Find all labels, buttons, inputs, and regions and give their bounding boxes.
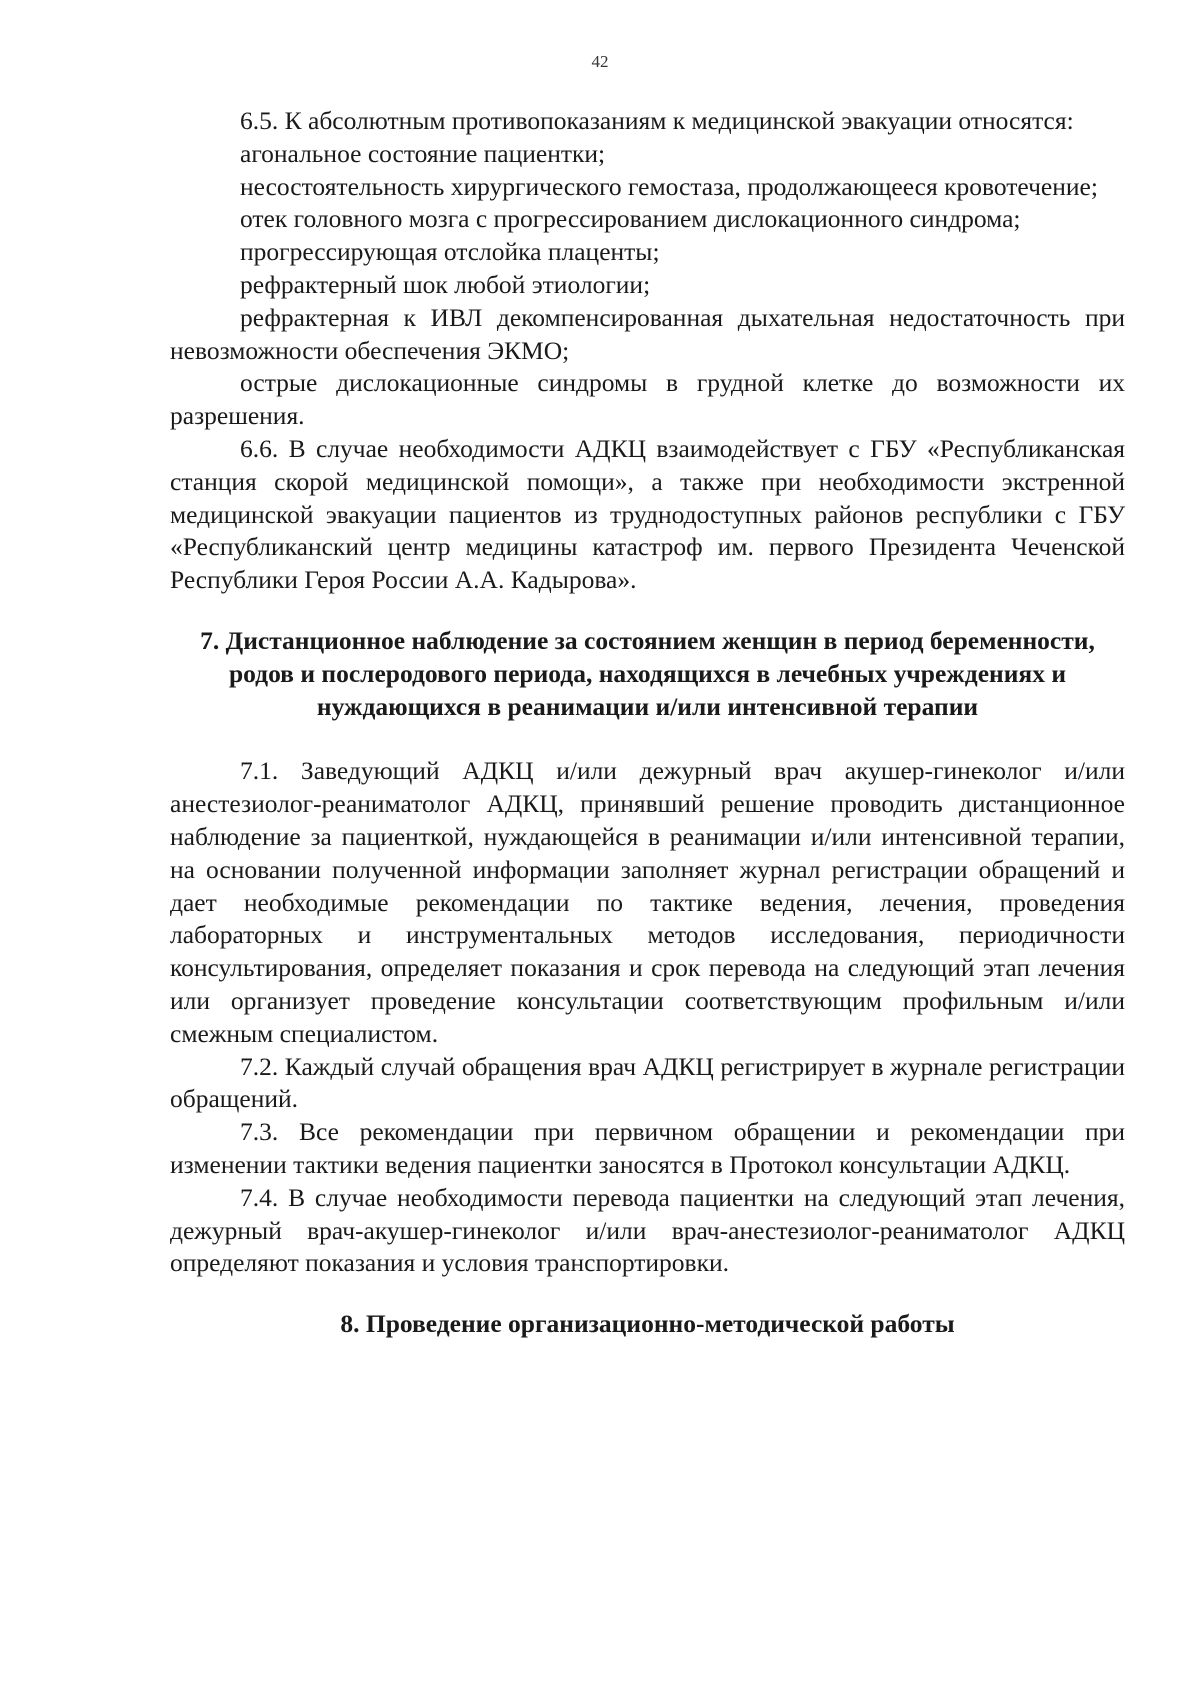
list-item-refractory-shock: рефрактерный шок любой этиологии;	[240, 269, 651, 299]
list-item-cerebral-edema: отек головного мозга с прогрессированием дислокационного синдрома;	[240, 204, 1021, 234]
list-item-placental-abruption: прогрессирующая отслойка плаценты;	[240, 237, 660, 267]
section-heading-8: 8. Проведение организационно-методической работы	[340, 1309, 955, 1339]
document-body	[170, 105, 1125, 1341]
spacer	[170, 723, 1125, 755]
spacer	[170, 1280, 1125, 1308]
list-item-agonal-state: агональное состояние пациентки;	[240, 138, 606, 168]
paragraph-7-1: 7.1. Заведующий АДКЦ и/или дежурный врач акушер-гинеколог и/или анестезиолог-реаниматолог АДКЦ, принявший решение проводить дистанционное наблюдение за пациенткой, нуждающейся в реанимации и/или интенсивной терапии, на основании полученной информации заполняет журнал регистрации обращений и дает необходимые рекомендации по тактике ведения, лечения, проведения лабораторных и инструментальных методов исследования, периодичности консультирования, определяет показания и срок перевода на следующий этап лечения или организует проведение консультации соответствующим профильным и/или смежным специалистом.	[170, 756, 1125, 1048]
section-heading-7: 7. Дистанционное наблюдение за состоянием женщин в период беременности, родов и послеродового периода, находящихся в лечебных учреждениях и нуждающихся в реанимации и/или интенсивной терапии	[200, 625, 1095, 721]
paragraph-7-3: 7.3. Все рекомендации при первичном обращении и рекомендации при изменении тактики ведения пациентки заносятся в Протокол консультации АДКЦ.	[170, 1117, 1125, 1179]
paragraph-6-6: 6.6. В случае необходимости АДКЦ взаимодействует с ГБУ «Республиканская станция скорой медицинской помощи», а также при необходимости экстренной медицинской эвакуации пациентов из труднодоступных районов республики с ГБУ «Республиканский центр медицины катастроф им. первого Президента Чеченской Республики Героя России А.А. Кадырова».	[170, 433, 1125, 595]
list-item-respiratory-failure: рефрактерная к ИВЛ декомпенсированная дыхательная недостаточность при невозможности обеспечения ЭКМО;	[170, 302, 1125, 365]
paragraph-6-5: 6.5. К абсолютным противопоказаниям к медицинской эвакуации относятся:	[240, 106, 1074, 135]
paragraph-7-2: 7.2. Каждый случай обращения врач АДКЦ регистрирует в журнале регистрации обращений.	[170, 1051, 1125, 1114]
spacer	[170, 597, 1125, 625]
list-item-hemostasis-failure: несостоятельность хирургического гемостаза, продолжающееся кровотечение;	[240, 171, 1098, 201]
page-number: 42	[591, 52, 609, 71]
paragraph-7-4: 7.4. В случае необходимости перевода пациентки на следующий этап лечения, дежурный врач-акушер-гинеколог и/или врач-анестезиолог-реаниматолог АДКЦ определяют показания и условия транспортировки.	[170, 1182, 1125, 1278]
list-item-dislocation-syndromes: острые дислокационные синдромы в грудной клетке до возможности их разрешения.	[170, 368, 1125, 431]
